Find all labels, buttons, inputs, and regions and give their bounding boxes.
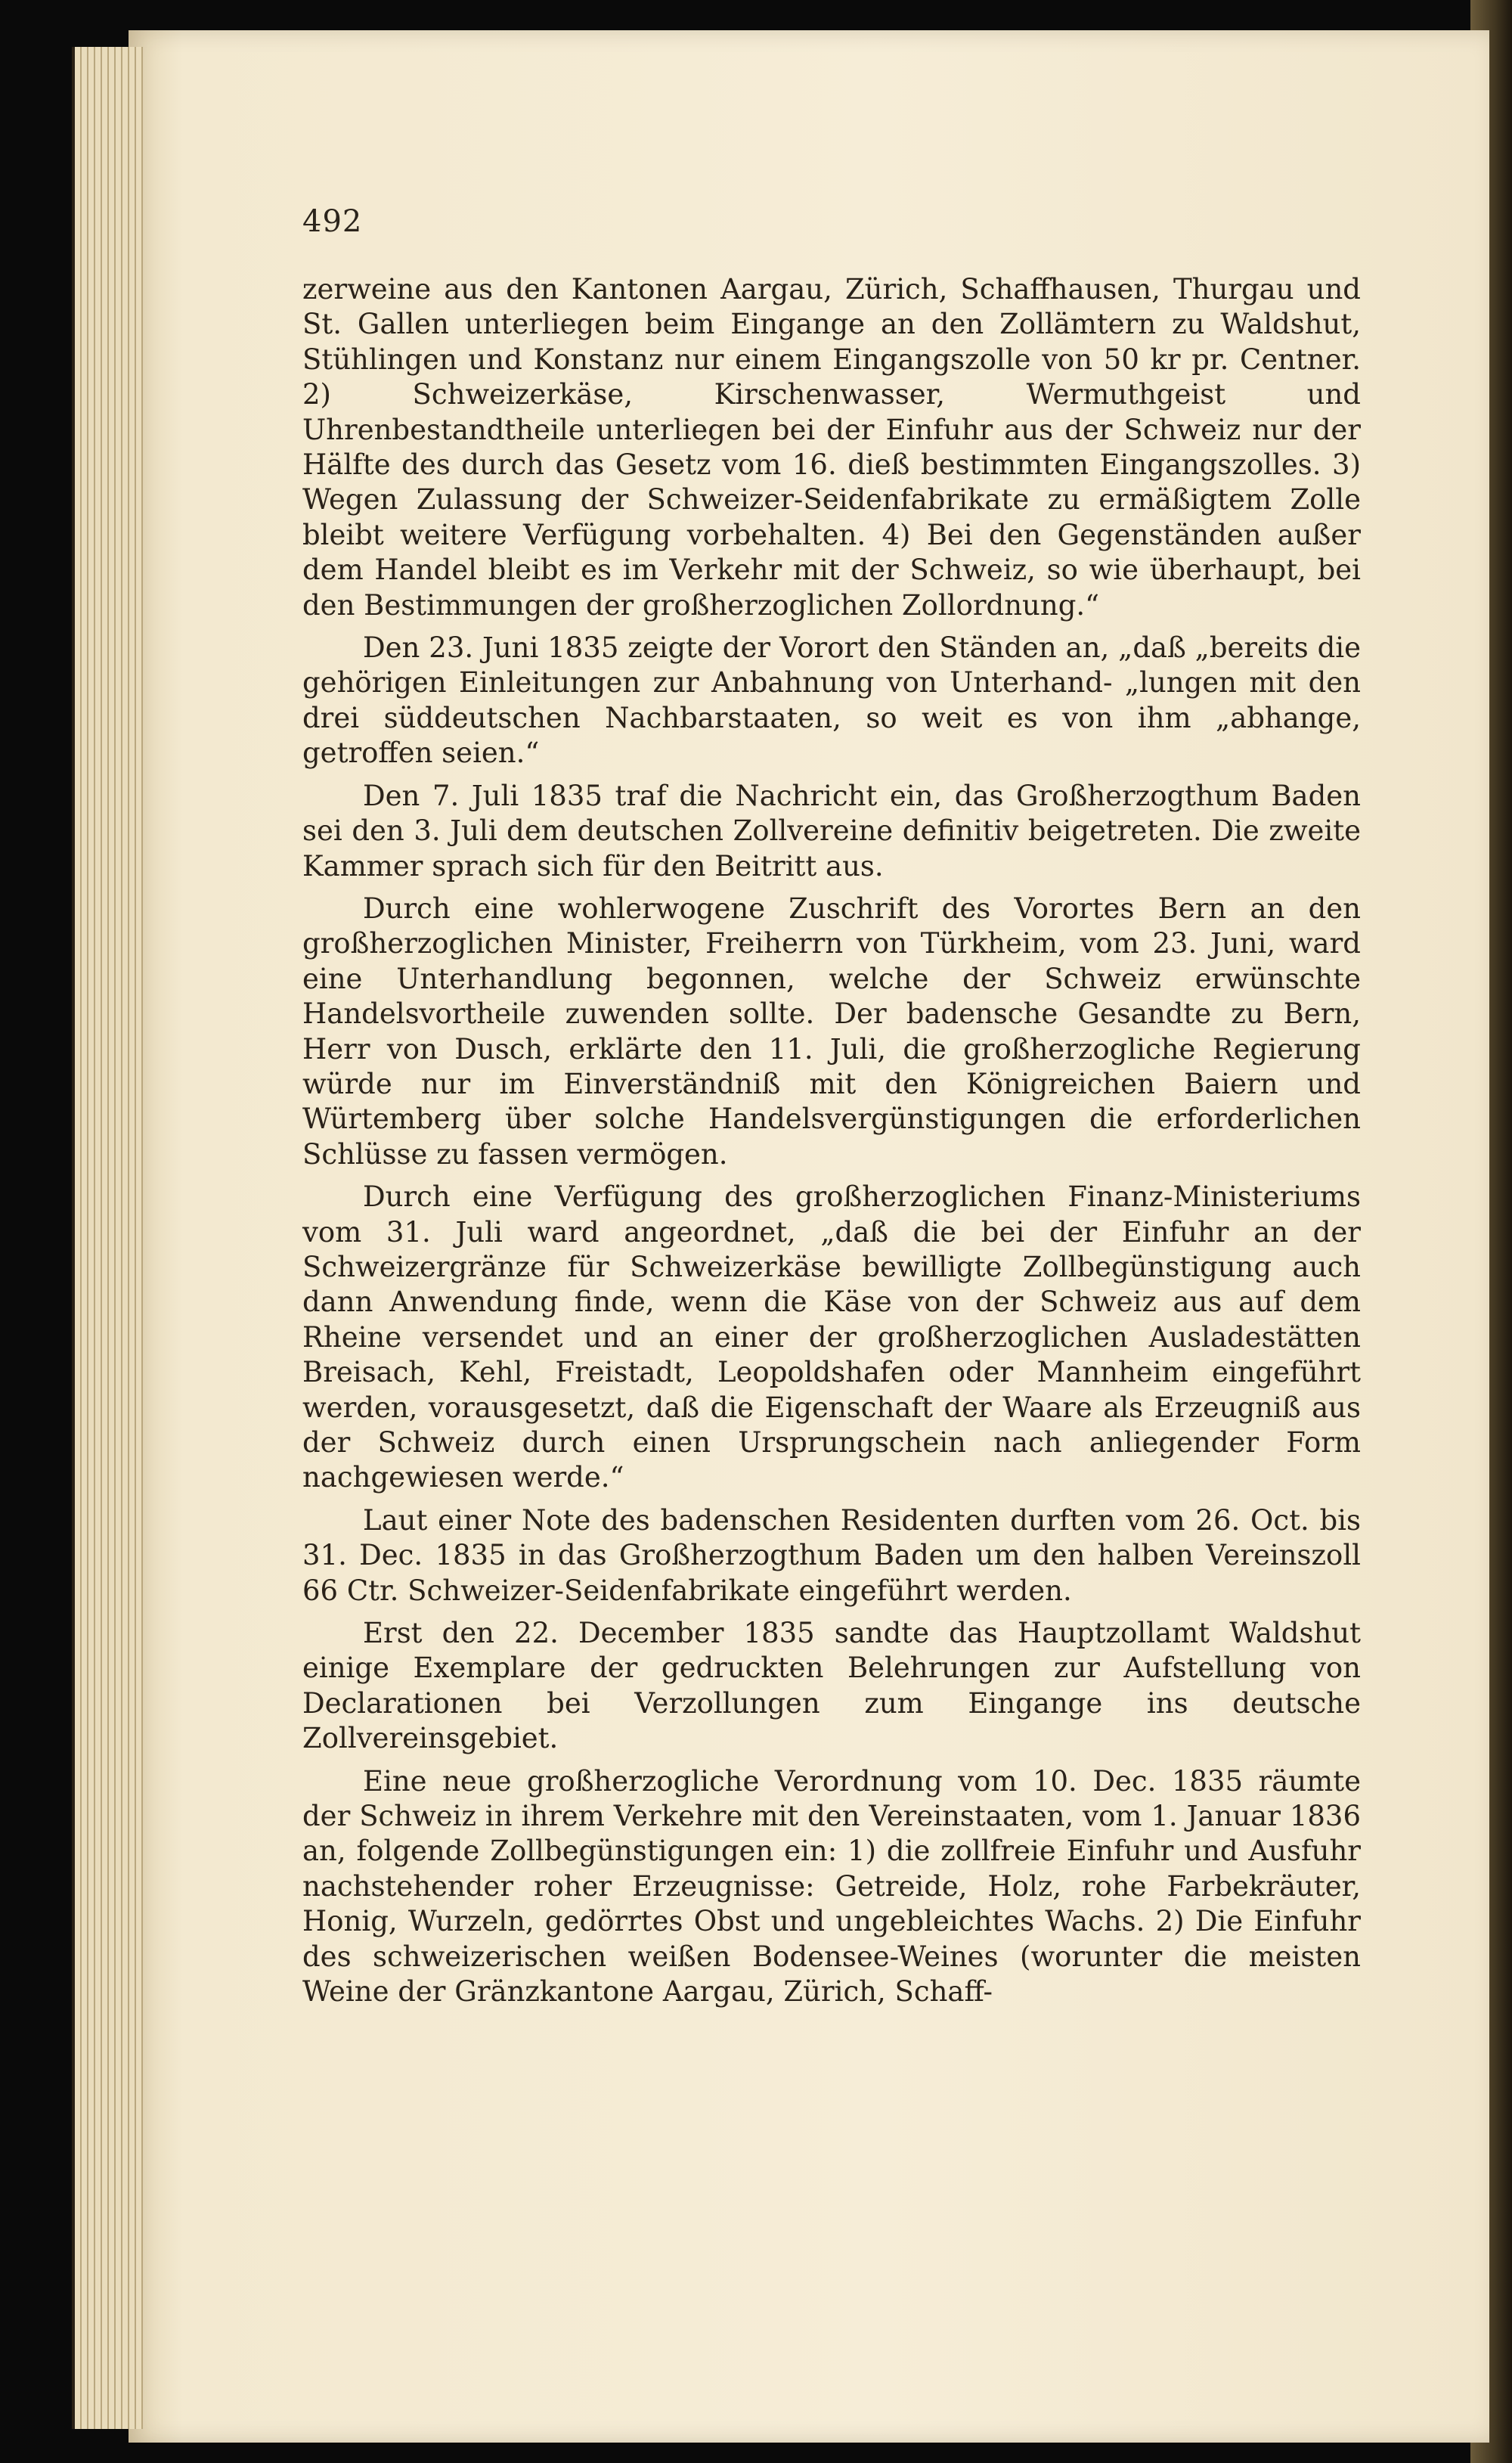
paragraph: Eine neue großherzogliche Verordnung vom 10. Dec. 1835 räumte der Schweiz in ihrem Verkehre mit den Vereinstaaten, vom 1. Januar 1836 an, folgende Zollbegünstigungen ein: 1) die zollfreie Einfuhr und Ausfuhr nachstehender roher Erzeugnisse: Getreide, Holz, rohe Farbekräuter, Honig, Wurzeln, gedörrtes Obst und ungebleichtes Wachs. 2) Die Einfuhr des schweizerischen weißen Bodensee-Weines (worunter die meisten Weine der Gränzkantone Aargau, Zürich, Schaff- [302, 1764, 1361, 2009]
paragraph: Den 23. Juni 1835 zeigte der Vorort den Ständen an, „daß „bereits die gehörigen Einleitungen zur Anbahnung von Unterhand- „lungen mit den drei süddeutschen Nachbarstaaten, so weit es von ihm „abhange, getroffen seien.“ [302, 631, 1361, 770]
text-column [302, 272, 1361, 2018]
page-number: 492 [302, 204, 363, 239]
paragraph-continuation: zerweine aus den Kantonen Aargau, Zürich, Schaffhausen, Thurgau und St. Gallen unterliegen beim Eingange an den Zollämtern zu Waldshut, Stühlingen und Konstanz nur einem Eingangszolle von 50 kr pr. Centner. 2) Schweizerkäse, Kirschenwasser, Wermuthgeist und Uhrenbestandtheile unterliegen bei der Einfuhr aus der Schweiz nur der Hälfte des durch das Gesetz vom 16. dieß bestimmten Eingangszolles. 3) Wegen Zulassung der Schweizer-Seidenfabrikate zu ermäßigtem Zolle bleibt weitere Verfügung vorbehalten. 4) Bei den Gegenständen außer dem Handel bleibt es im Verkehr mit der Schweiz, so wie überhaupt, bei den Bestimmungen der großherzoglichen Zollordnung.“ [302, 273, 1361, 622]
paragraph: Laut einer Note des badenschen Residenten durften vom 26. Oct. bis 31. Dec. 1835 in das Großherzogthum Baden um den halben Vereinszoll 66 Ctr. Schweizer-Seidenfabrikate eingeführt werden. [302, 1503, 1361, 1607]
paragraph: Den 7. Juli 1835 traf die Nachricht ein, das Großherzogthum Baden sei den 3. Juli dem deutschen Zollvereine definitiv beigetreten. Die zweite Kammer sprach sich für den Beitritt aus. [302, 779, 1361, 883]
paragraph: Erst den 22. December 1835 sandte das Hauptzollamt Waldshut einige Exemplare der gedruckten Belehrungen zur Aufstellung von Declarationen bei Verzollungen zum Eingange ins deutsche Zollvereinsgebiet. [302, 1617, 1361, 1755]
paragraph: Durch eine Verfügung des großherzoglichen Finanz-Ministeriums vom 31. Juli ward angeordnet, „daß die bei der Einfuhr an der Schweizergränze für Schweizerkäse bewilligte Zollbegünstigung auch dann Anwendung finde, wenn die Käse von der Schweiz aus auf dem Rheine versendet und an einer der großherzoglichen Ausladestätten Breisach, Kehl, Freistadt, Leopoldshafen oder Mannheim eingeführt werden, vorausgesetzt, daß die Eigenschaft der Waare als Erzeugniß aus der Schweiz durch einen Ursprungschein nach anliegender Form nachgewiesen werde.“ [302, 1180, 1361, 1494]
paragraph: Durch eine wohlerwogene Zuschrift des Vorortes Bern an den großherzoglichen Minister, Freiherrn von Türkheim, vom 23. Juni, ward eine Unterhandlung begonnen, welche der Schweiz erwünschte Handelsvortheile zuwenden sollte. Der badensche Gesandte zu Bern, Herr von Dusch, erklärte den 11. Juli, die großherzogliche Regierung würde nur im Einverständniß mit den Königreichen Baiern und Würtemberg über solche Handelsvergünstigungen die erforderlichen Schlüsse zu fassen vermögen. [302, 892, 1361, 1171]
page-edges [72, 47, 143, 2429]
